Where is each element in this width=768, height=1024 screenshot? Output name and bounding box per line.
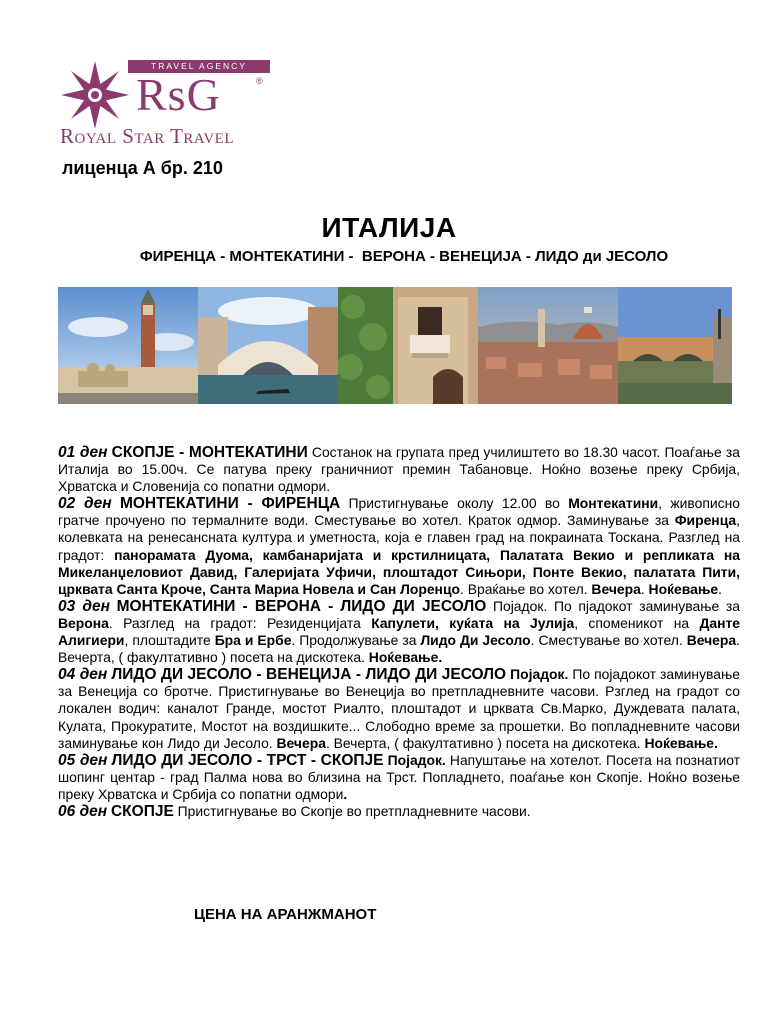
photo-strip — [58, 287, 732, 404]
itinerary-day — [58, 444, 740, 495]
day-text: . Сместување во хотел. — [530, 632, 687, 649]
logo-monogram: RsG — [136, 69, 221, 120]
day-text: . Разглед на градот: Резиденцијата — [108, 614, 372, 631]
ponte-vecchio-photo — [618, 287, 732, 404]
itinerary-day — [58, 598, 740, 666]
day-number: 02 ден — [58, 495, 112, 513]
day-text: , живописно гратче прочуено по термалните води. Сместување во хотел. Краток одмор. Заминување за — [58, 495, 740, 529]
day-route: ЛИДО ДИ ЈЕСОЛО - ТРСТ - СКОПЈЕ — [111, 751, 384, 769]
page-title: ИТАЛИЈА — [321, 212, 457, 243]
day-text: Напуштање на хотелот. Посета на познатиот шопинг центар - град Палма нова во близина на Трст. Попладнето, поаѓање кон Скопје. Ноќно возење преку Хрватска и Србија со попатни одмори — [58, 751, 741, 802]
day-number: 03 ден — [58, 597, 110, 615]
day-text: панорамата Дуома, камбанаријата и крстилницата, Палатата Векио и репликата на Микеланџеловиот Давид, Галеријата Уфичи, плоштадот Сињори, Понте Векио, палатата Пити, црквата Санта Кроче, Санта Мариа Новела и Сан Лоренцо — [58, 546, 740, 597]
day-text: Појадок. — [510, 666, 569, 683]
day-text: . Вечерта, ( факултативно ) посета на дискотека. — [58, 632, 740, 666]
itinerary-day — [58, 803, 740, 820]
day-text: Данте Алигиери — [58, 614, 740, 649]
day-text: Ноќевање — [648, 580, 719, 597]
itinerary-day — [58, 666, 740, 751]
day-text: Појадок. По пјадокот заминување за — [486, 597, 740, 614]
day-route: МОНТЕКАТИНИ - ВЕРОНА - ЛИДО ДИ ЈЕСОЛО — [116, 597, 487, 615]
day-text: Состанок на групата пред училиштето во 18.30 часот. Поаѓање за Италија во 15.00ч. Се патува преку граничниот премин Табановце. Ноќно возење преку Србија, Хрватска и Словенија со попатни одмори. — [58, 444, 740, 495]
day-text: Капулети, куќата на Јулија — [371, 614, 575, 631]
day-text: , плоштадите — [124, 632, 215, 649]
venice-campanile-photo — [58, 287, 198, 404]
day-text: Вечера — [591, 580, 641, 597]
day-text: . — [343, 785, 348, 802]
day-route: СКОПЈЕ — [110, 802, 174, 820]
day-text: Фиренца — [674, 512, 737, 529]
day-text: . — [718, 580, 722, 597]
day-text: Вечера — [686, 632, 737, 649]
star-emblem-icon — [58, 58, 132, 132]
day-text: Ноќевање. — [368, 649, 443, 666]
day-number: 04 ден — [58, 666, 108, 684]
day-text: . — [640, 580, 649, 597]
day-text: Бра и Ербе — [214, 632, 292, 649]
day-route: МОНТЕКАТИНИ - ФИРЕНЦА — [119, 495, 341, 513]
day-text: Ноќевање. — [644, 734, 718, 751]
day-text: По појадокот заминување за Венеција со бротче. Пристигнување во Венеција во претпладневните часови. Рзглед на градот со локален водич: каналот Гранде, мостот Риалто, плоштадот и црквата Св.Марко, Дуждевата палата, Кулата, Прокуратите, Мостот на воздишките... Слободно време за прошетки. Во попладневните часови заминување кон Лидо ди Јесоло. — [58, 666, 740, 751]
day-text: Вечера — [276, 734, 326, 751]
agency-band: TRAVEL AGENCY — [128, 60, 270, 73]
day-text: Појадок. — [387, 751, 446, 768]
price-heading: ЦЕНА НА АРАНЖМАНОТ — [194, 906, 377, 923]
day-text: , колевката на ренесансната култура и уметноста, која е главен град на покраината Тоскана. Разглед на градот: — [58, 512, 740, 563]
agency-logo — [58, 58, 280, 154]
license-number: лиценца А бр. 210 — [62, 158, 223, 178]
itinerary-day — [58, 495, 740, 598]
page-subtitle: ФИРЕНЦА - МОНТЕКАТИНИ - ВЕРОНА - ВЕНЕЦИЈА - ЛИДО ди ЈЕСОЛО — [139, 248, 669, 265]
day-number: 01 ден — [58, 444, 108, 461]
logo-agency-name: Royal Star Travel — [60, 124, 234, 148]
day-text: Монтекатини — [568, 495, 659, 512]
itinerary — [58, 444, 740, 820]
day-text: , споменикот на — [574, 614, 700, 631]
day-text: . Вечерта, ( факултативно ) посета на дискотека. — [325, 734, 645, 751]
day-text: Лидо Ди Јесоло — [420, 632, 531, 649]
itinerary-day — [58, 752, 740, 803]
day-route: СКОПЈЕ - МОНТЕКАТИНИ — [111, 444, 308, 461]
day-text: Пристигнување околу 12.00 во — [340, 495, 569, 512]
day-text: . Продолжување за — [291, 632, 421, 649]
day-text: . Враќање во хотел. — [459, 580, 592, 597]
day-text: Верона — [58, 614, 109, 631]
registered-mark: ® — [256, 76, 263, 86]
day-number: 06 ден — [58, 802, 108, 820]
day-route: ЛИДО ДИ ЈЕСОЛО - ВЕНЕЦИЈА - ЛИДО ДИ ЈЕСОЛО — [111, 666, 507, 684]
day-number: 05 ден — [58, 751, 108, 769]
florence-duomo-photo — [478, 287, 618, 404]
day-text: Пристигнување во Скопје во претпладневните часови. — [173, 802, 531, 819]
juliet-balcony-photo — [338, 287, 478, 404]
rialto-bridge-photo — [198, 287, 338, 404]
